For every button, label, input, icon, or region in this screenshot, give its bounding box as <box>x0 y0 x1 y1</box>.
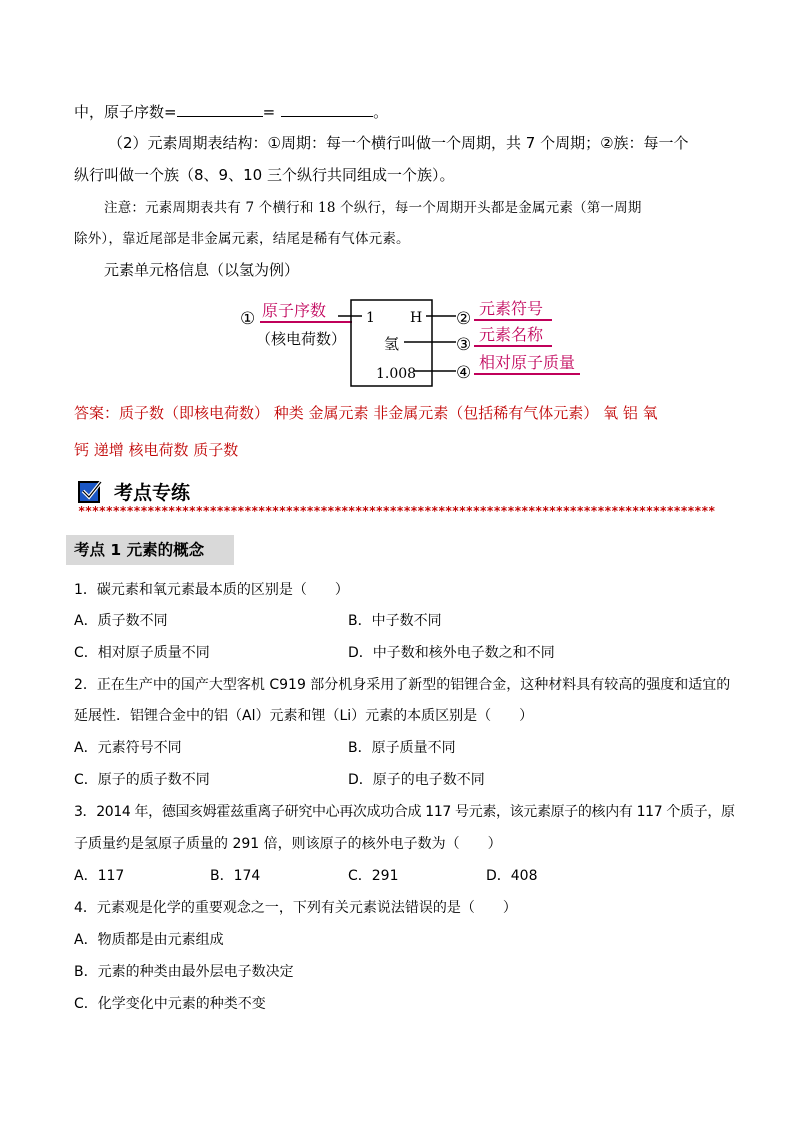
answer-line-2: 钙 递增 核电荷数 质子数 <box>74 441 239 459</box>
intro-line-3: 纵行叫做一个族（8、9、10 三个纵行共同组成一个族）。 <box>74 166 455 184</box>
q2-option-b[interactable]: B．原子质量不同 <box>348 740 456 756</box>
intro-line-2: （2）元素周期表结构：①周期：每一个横行叫做一个周期，共 7 个周期；②族：每一个 <box>108 134 689 152</box>
label-atomic-number: 原子序数 <box>262 301 327 320</box>
q4-option-b[interactable]: B．元素的种类由最外层电子数决定 <box>74 964 294 980</box>
label-mass: 相对原子质量 <box>479 353 576 372</box>
q4-option-a[interactable]: A．物质都是由元素组成 <box>74 932 224 948</box>
label-num-1: ① <box>240 309 256 329</box>
period-mark: 。 <box>373 103 389 121</box>
label-num-4: ④ <box>456 363 472 383</box>
question-3-stem-2: 子质量约是氢原子质量的 291 倍，则该原子的核外电子数为（ ） <box>74 836 502 852</box>
atomic-number-text: 中，原子序数= <box>74 103 177 121</box>
q1-option-d[interactable]: D．中子数和核外电子数之和不同 <box>348 645 555 661</box>
q3-option-a[interactable]: A．117 <box>74 868 125 884</box>
section-header <box>78 478 190 505</box>
q3-option-b[interactable]: B．174 <box>210 868 261 884</box>
q1-option-b[interactable]: B．中子数不同 <box>348 613 442 629</box>
label-num-2: ② <box>456 309 472 329</box>
answer-line-1: 答案：质子数（即核电荷数） 种类 金属元素 非金属元素（包括稀有气体元素） 氧 铝 氧 <box>74 404 658 422</box>
cell-mass: 1.008 <box>376 366 417 382</box>
checkbox-icon <box>78 481 100 503</box>
label-nuclear-charge: （核电荷数） <box>256 330 347 348</box>
blank-2 <box>281 102 373 117</box>
cell-symbol: H <box>410 310 423 326</box>
cell-name: 氢 <box>384 335 400 353</box>
question-2-stem-1: 2．正在生产中的国产大型客机 C919 部分机身采用了新型的铝锂合金，这种材料具有较高的强度和适宜的 <box>74 677 731 693</box>
note-line-2: 除外），靠近尾部是非金属元素，结尾是稀有气体元素。 <box>74 231 410 247</box>
q2-option-c[interactable]: C．原子的质子数不同 <box>74 772 210 788</box>
q4-option-c[interactable]: C．化学变化中元素的种类不变 <box>74 996 266 1012</box>
q3-option-c[interactable]: C．291 <box>348 868 399 884</box>
cell-number: 1 <box>366 310 375 326</box>
element-cell-box <box>351 300 432 386</box>
label-name: 元素名称 <box>479 325 544 344</box>
label-symbol: 元素符号 <box>479 299 544 318</box>
q1-option-a[interactable]: A．质子数不同 <box>74 613 168 629</box>
note-line-1: 注意：元素周期表共有 7 个横行和 18 个纵行，每一个周期开头都是金属元素（第一周期 <box>104 200 642 216</box>
star-divider: ******************************************************************************************** <box>78 505 716 517</box>
question-2-stem-2: 延展性．铝锂合金中的铝（Al）元素和锂（Li）元素的本质区别是（ ） <box>74 708 534 724</box>
question-4-stem: 4．元素观是化学的重要观念之一，下列有关元素说法错误的是（ ） <box>74 900 517 916</box>
question-3-stem-1: 3．2014 年，德国亥姆霍兹重离子研究中心再次成功合成 117 号元素，该元素原子的核内有 117 个质子，原 <box>74 804 735 820</box>
label-num-3: ③ <box>456 335 472 355</box>
blank-1 <box>177 102 263 117</box>
equals-sign: = <box>262 103 276 121</box>
cell-info-title: 元素单元格信息（以氢为例） <box>104 261 300 279</box>
q2-option-d[interactable]: D．原子的电子数不同 <box>348 772 485 788</box>
q2-option-a[interactable]: A．元素符号不同 <box>74 740 182 756</box>
question-1-stem: 1．碳元素和氧元素最本质的区别是（ ） <box>74 582 349 598</box>
q1-option-c[interactable]: C．相对原子质量不同 <box>74 645 210 661</box>
intro-line-1 <box>74 102 388 122</box>
kaodian-label: 考点 1 元素的概念 <box>66 535 234 565</box>
q3-option-d[interactable]: D．408 <box>486 868 538 884</box>
section-title: 考点专练 <box>114 482 191 504</box>
